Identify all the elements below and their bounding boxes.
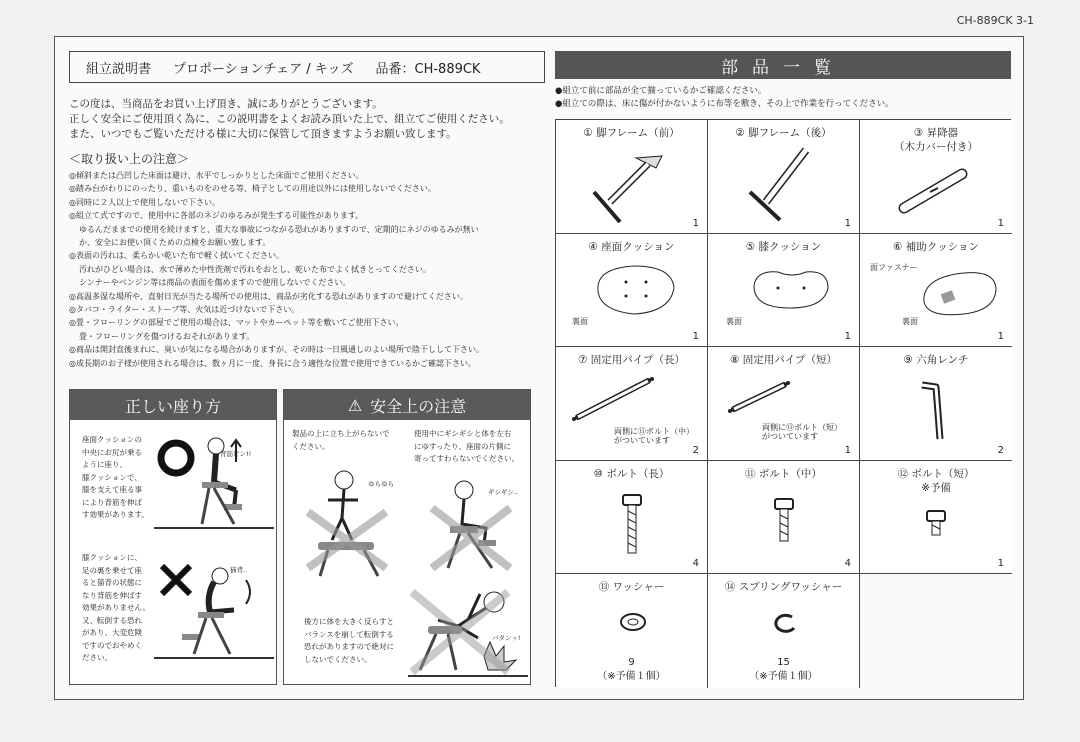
part-cell-5 — [708, 234, 860, 348]
page-code: CH-889CK 3-1 — [956, 14, 1034, 27]
seat-cushion-icon — [590, 260, 680, 320]
caution-item: 汚れがひどい場合は、水で薄めた中性洗剤で汚れをおとし、乾いた布でよく拭きとってください。 — [79, 264, 431, 274]
correct-sitting-panel — [69, 389, 277, 685]
part-cell-14 — [708, 574, 860, 688]
height-adjuster-icon — [896, 164, 976, 220]
left-column — [69, 51, 545, 370]
wrong-cross-icon — [162, 566, 190, 594]
warning-icon: ⚠ — [347, 395, 363, 415]
part-cell-12 — [860, 461, 1012, 575]
medium-bolt-icon — [772, 497, 796, 545]
part-qty: 4 — [844, 558, 851, 570]
safety-panel — [283, 389, 531, 685]
part-qty: 1 — [844, 444, 851, 456]
part-qty: 2 — [997, 444, 1004, 456]
bottom-panels — [69, 389, 529, 685]
part-label: ④ 座面クッション — [588, 240, 675, 253]
caution-item: ◎表面の汚れは、柔らかい乾いた布で軽く拭いてください。 — [69, 251, 284, 261]
part-label: ⑧ 固定用パイプ（短） — [730, 354, 837, 367]
parts-note: ●組立ての際は、床に傷が付かないように布等を敷き、その上で作業を行ってください。 — [555, 99, 894, 109]
part-qty: 1 — [692, 331, 699, 343]
correct-circle-icon — [161, 443, 191, 473]
part-label: ⑪ ボルト（中） — [745, 467, 822, 480]
part-qty: 1 — [997, 331, 1004, 343]
good-posture-bubble: 背筋ピン!! — [220, 450, 252, 458]
caution-item: ゆるんだままでの使用を続けますと、重大な事故につながる恐れがありますので、定期的にネジのゆるみが無い — [79, 224, 479, 234]
model-number: 品番：CH-889CK — [375, 61, 481, 77]
part-cell-7 — [556, 347, 708, 461]
short-pipe-icon — [724, 373, 804, 423]
part-label: ⑦ 固定用パイプ（長） — [578, 354, 685, 367]
empty-cell — [860, 574, 1012, 688]
intro-line: 正しく安全にご使用頂く為に、この説明書をよくお読み頂いた上で、組立てご使用ください。 — [69, 113, 510, 125]
parts-heading: 部品一覧 — [555, 51, 1011, 79]
pipe-note: 両側に⑪ボルト（中） がついています — [614, 427, 694, 446]
sfx-creak: ギシギシ.. — [488, 488, 519, 496]
part-qty: 15 （※予備１個） — [749, 656, 818, 682]
knee-cushion-icon — [748, 264, 834, 314]
caution-item: ◎タバコ・ライター・ストーブ等、火気は近づけないで下さい。 — [69, 305, 300, 315]
title-box — [69, 51, 545, 83]
part-label: ② 脚フレーム（後） — [735, 127, 832, 139]
long-pipe-icon — [564, 371, 664, 431]
pipe-note: 両側に⑪ボルト（短） がついています — [762, 423, 842, 442]
part-qty: 2 — [692, 444, 699, 456]
support-cushion-icon — [916, 264, 1006, 324]
parts-notes — [555, 85, 1011, 111]
bad-posture-text: 膝クッションに、 足の裏を乗せて座 ると猫背の状態に なり背筋を伸ばす 効果がありません。 又、転倒する恐れ があり、大変危険 ですのでおやめく ださい。 — [82, 553, 150, 662]
part-qty: 9 （※予備１個） — [597, 656, 666, 682]
caution-item: シンナーやベンジン等は商品の表面を傷めますので使用しないでください。 — [79, 278, 351, 288]
parts-note: ●組立て前に部品が全て揃っているかご確認ください。 — [555, 86, 767, 96]
short-bolt-icon — [924, 509, 948, 539]
rear-leg-frame-icon — [744, 144, 824, 224]
part-qty: 1 — [844, 217, 851, 229]
part-cell-4 — [556, 234, 708, 348]
caution-item: ◎組立て式ですので、使用中に各部のネジのゆるみが発生する可能性があります。 — [69, 211, 364, 221]
long-bolt-icon — [620, 493, 644, 557]
good-posture-text: 座面クッションの 中央にお尻が乗る ように座り、 膝クッションで、 膝を支えて座る事 により背筋を伸ば す効果があります。 — [82, 435, 149, 519]
part-cell-3 — [860, 120, 1012, 234]
bad-posture-bubble: 猫背.. — [230, 566, 248, 574]
doc-title: 組立説明書 — [86, 61, 152, 77]
caution-item: 畳・フローリングを傷つけるおそれがあります。 — [79, 331, 255, 341]
hex-wrench-icon — [916, 377, 956, 447]
part-label: ⑬ ワッシャー — [598, 581, 665, 594]
part-cell-1 — [556, 120, 708, 234]
intro-text — [69, 97, 545, 142]
part-label: ③ 昇降器 （木力バー付き） — [894, 127, 978, 153]
part-label: ⑭ スプリングワッシャー — [724, 581, 843, 594]
instruction-sheet — [54, 36, 1024, 700]
intro-line: この度は、当商品をお買い上げ頂き、誠にありがとうございます。 — [69, 98, 383, 110]
caution-item: ◎同時に２人以上で使用しないで下さい。 — [69, 197, 220, 207]
part-label: ⑩ ボルト（長） — [593, 467, 670, 480]
right-column — [555, 51, 1011, 682]
part-qty: 1 — [692, 217, 699, 229]
sfx-thud: バタンッ! — [492, 634, 521, 642]
part-label: ⑨ 六角レンチ — [903, 354, 969, 367]
part-cell-13 — [556, 574, 708, 688]
part-label: ① 脚フレーム（前） — [583, 127, 680, 139]
safety-text-lean: 後方に体を大きく反らすと バランスを崩して転倒する 恐れがありますので絶対に しないでください。 — [304, 617, 394, 664]
velcro-tag: 面ファスナー — [870, 262, 918, 272]
caution-item: ◎傾斜または凸凹した床面は避け、水平でしっかりとした床面でご使用ください。 — [69, 171, 364, 180]
washer-icon — [618, 610, 648, 634]
product-name: プロポーションチェア / キッズ — [173, 61, 354, 77]
safety-title-bar — [284, 390, 530, 420]
part-label: ⑤ 膝クッション — [745, 240, 822, 253]
part-qty: 4 — [692, 558, 699, 570]
cautions-list — [69, 169, 545, 370]
back-side-tag: 裏面 — [572, 316, 588, 326]
cautions-heading: ＜取り扱い上の注意＞ — [69, 152, 190, 166]
part-cell-2 — [708, 120, 860, 234]
part-qty: 1 — [997, 217, 1004, 229]
safety-text-stand: 製品の上に立ち上がらないで ください。 — [292, 429, 390, 451]
part-cell-9 — [860, 347, 1012, 461]
front-leg-frame-icon — [586, 142, 676, 226]
part-label: ⑫ ボルト（短） ※予備 — [897, 467, 975, 494]
bad-posture-illustration — [154, 558, 274, 670]
parts-grid — [555, 119, 1011, 687]
caution-item: ◎踏み台がわりにのったり、重いものをのせる等、椅子としての用途以外には使用しないでください。 — [69, 184, 436, 194]
caution-item: ◎高温多湿な場所や、直射日光が当たる場所での使用は、商品が劣化する恐れがありますので避けてください。 — [69, 291, 468, 301]
caution-item: か、安全にお使い頂くための点検をお願い致します。 — [79, 238, 271, 248]
part-qty: 1 — [997, 558, 1004, 570]
caution-item: ◎商品は開封直後まれに、臭いが気になる場合がありますが、その時は一日風通しのよい場所で陰干しして下さい。 — [69, 345, 484, 355]
intro-line: また、いつでもご覧いただける様に大切に保管して頂きますようお願い致します。 — [69, 128, 457, 140]
part-label: ⑥ 補助クッション — [892, 240, 980, 253]
part-cell-6 — [860, 234, 1012, 348]
caution-item: ◎成長期のお子様が使用される場合は、数ヶ月に一度、身長に合う適性な位置で使用できているかご確認下さい。 — [69, 358, 476, 368]
safety-title: 安全上の注意 — [370, 396, 467, 416]
caution-item: ◎畳・フローリングの部屋でご使用の場合は、マットやカーペット等を敷いてご使用下さい。 — [69, 318, 404, 328]
part-cell-8 — [708, 347, 860, 461]
safety-text-rock: 使用中にギシギシと体を左右 にゆすったり、座面の片側に 寄ってすわらないでください。 — [414, 429, 519, 463]
part-qty: 1 — [844, 331, 851, 343]
back-side-tag: 裏面 — [902, 316, 918, 326]
part-cell-11 — [708, 461, 860, 575]
back-side-tag: 裏面 — [726, 316, 742, 326]
part-cell-10 — [556, 461, 708, 575]
correct-sitting-title: 正しい座り方 — [70, 390, 276, 420]
good-posture-illustration — [154, 432, 274, 544]
sfx-sway: ゆらゆら — [368, 480, 394, 488]
spring-washer-icon — [772, 612, 800, 634]
